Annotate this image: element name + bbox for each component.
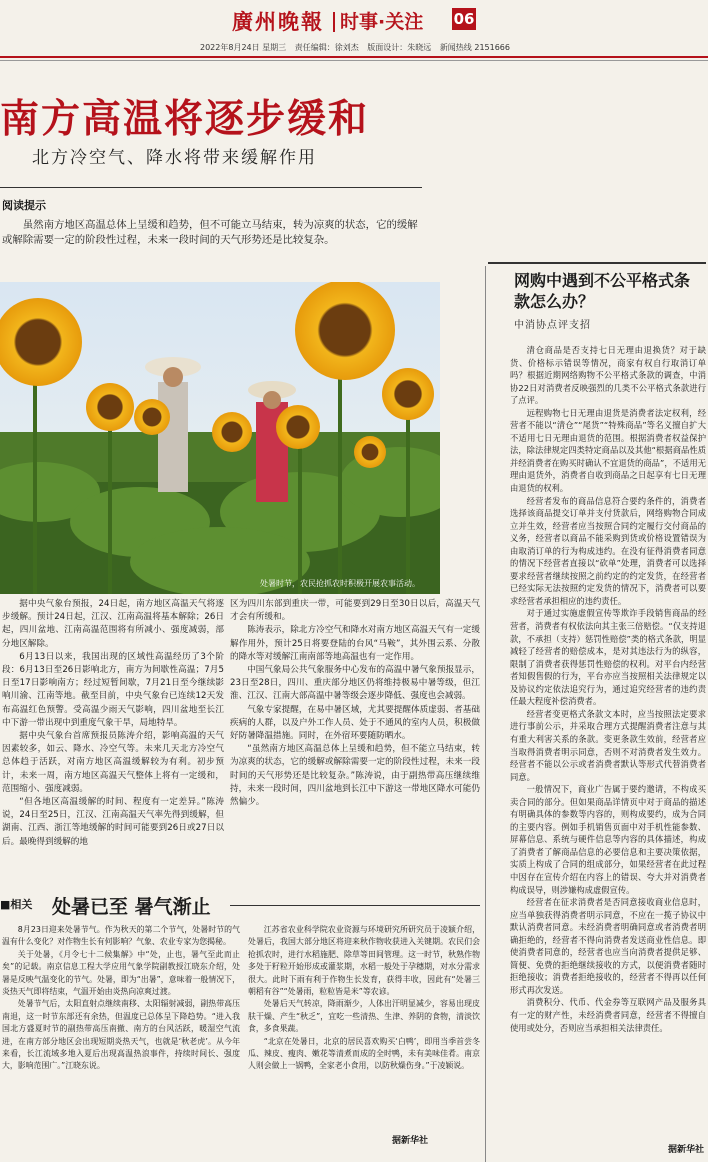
sub-headline: 北方冷空气、降水将带来缓解作用 [32,148,317,168]
related-paragraph: 8月23日迎来处暑节气。作为秋天的第二个节气，处暑时节的气温有什么变化？对作物生长有何影响？气象、农业专家为您揭秘。 [2,925,240,947]
related-paragraph: 处暑节气后，太阳直射点继续南移、太阳辐射减弱，副热带高压南退，这一时节东部还有余热，但温度已总体呈下降趋势。“进入我国北方盛夏时节的副热带高压南撤、南方的台风活跃，暖湿空气流进，在南方部分地区会出现短期炎热天气，也就是‘秋老虎’。从今年来看，长江流域多地入夏后出现高温热浪事件，持续时间长、强度大，影响范围广。”江晓东说。 [2,999,240,1071]
column-divider [485,266,486,1162]
related-column-1 [2,924,240,1073]
designer-credit: 版面设计：朱晓远 [367,43,432,52]
masthead-divider [333,12,335,32]
headline-rule [0,187,422,188]
masthead-rule [0,56,708,58]
related-paragraph: 江苏省农业科学院农业资源与环境研究所研究员于凌颖介绍，处暑后，我国大部分地区将迎来秋作物收获进入关键期。农民们会抢抓农时，进行水稻施肥、除草等田间管理。这一时节，秋熟作物多处于籽粒开始形成或灌浆期，水稻一般处于孕穗期，对水分需求很大。此时下雨有利于作物生长发育，获得丰收，因此有“处暑三朝稻有谷”“处暑雨，粒粒皆是米”等农谚。 [248,925,480,997]
related-rule [230,905,480,906]
newspaper-logo: 廣州晚報 [232,9,324,34]
related-column-2 [248,924,480,1073]
lead-label: 阅读提示 [2,199,46,212]
sidebar-paragraph: 对于通过实施虚假宣传等欺诈手段销售商品的经营者，消费者有权依法向其主张三倍赔偿。“仅支持退款，不承担（支持）惩罚性赔偿”类的格式条款，明显减轻了经营者的赔偿成本，是对其违法行为的纵容，限制了消费者获得惩罚性赔偿的权利。对平台内经营者知假售假的行为，平台亦应当按照相关法律规定以及协议约定依法追究行为，通过追究经营者的违约责任最大程度补偿消费者。 [510,608,706,707]
sidebar-paragraph: 经营者变更格式条款文本时，应当按照法定要求进行事前公示，并采取合理方式提醒消费者注意与其有重大利害关系的条款。变更条款生效前，经营者应当取得消费者明示同意，否则不对消费者发生效力。经营者不能以公示或者消费者默认等形式代替消费者同意。 [510,708,706,782]
sunflower-field-image [0,282,440,594]
article-paragraph: 中国气象局公共气象服务中心发布的高温中暑气象预报显示，23日至28日，四川、重庆部分地区仍将维持极易中暑等级，但江淮、江汉、江南大部高温中暑等级会逐步降低、强度也会减弱。 [230,665,480,702]
masthead-info [200,42,516,53]
sidebar-body [510,344,706,1034]
sidebar-paragraph: 消费积分、代币、代金券等互联网产品及服务具有一定的财产性，未经消费者同意，经营者不得擅自使用或处分，否则应当承担相关法律责任。 [510,997,706,1033]
related-paragraph: 关于处暑，《月令七十二候集解》中“处，止也，暑气至此而止矣”的记载。南京信息工程大学应用气象学院副教授江晓东介绍，处暑是反映气温变化的节气。处暑，即为“出暑”，意味着一般情况下，炎热天气即将结束，气温开始由炎热向凉爽过渡。 [2,949,240,997]
section-title: 时事·关注 [340,11,424,33]
related-title: 处暑已至 暑气渐止 [52,896,211,918]
news-hotline: 新闻热线 2151666 [439,43,510,52]
article-paragraph: 陈涛表示，除北方冷空气和降水对南方地区高温天气有一定缓解作用外，预计25日将要登陆的台风“马鞍”，其外围云系、分散的降水等对缓解江南南部等地高温也有一定作用。 [230,625,480,662]
article-paragraph: “但各地区高温缓解的时间、程度有一定差异。”陈涛说，24日至25日，江汉、江南高温天气率先得到缓解，但湖南、江西、浙江等地缓解的时间可能要到26日或27日以后。最晚得到缓解的地 [2,797,224,847]
related-paragraph: 处暑后天气转凉，降雨渐少，人体出汗明显减少，容易出现皮肤干燥、产生“秋乏”，宜吃一些清热、生津、养阴的食物，清淡饮食，多食果蔬。 [248,999,480,1034]
photo-caption: 处暑时节，农民抢抓农时积极开展农事活动。 [260,579,420,588]
article-column-1 [2,598,224,849]
sidebar-paragraph: 经营者在征求消费者是否同意接收商业信息时，应当单独获得消费者明示同意，不应在一揽子协议中默认消费者同意。未经消费者明确同意或者消费者明确拒绝的，经营者不得向消费者发送商业性信息。即使消费者同意的，经营者也应当向消费者提供足够、简便、免费的拒绝继续接收的方式，以便消费者随时拒绝接收；消费者拒绝接收的，经营者不得再以任何形式再次发送。 [510,897,706,995]
article-paragraph: 气象专家提醒，在易中暑区域，尤其要提醒体质虚弱、者基础疾病的人群，以及户外工作人员、处于不通风的室内人员，积极做好防暑降温措施。同时，在外宿环要随防晒水。 [230,704,480,742]
sidebar-paragraph: 经营者发布的商品信息符合要约条件的，消费者选择该商品提交订单并支付货款后，网络购物合同成立并生效，经营者应当按照合同约定履行交付商品的义务，经营者以商品不能采购到货或价格设置错误为由取消订单的行为构成违约。在没有征得消费者同意的情况下经营者直接以“砍单”处理，消费者可以选择要求经营者继续按照之前约定的约定发货，在经营者已经实际无法按照约定发货的情况下，消费者可以要求经营者承担相应的违约责任。 [510,495,706,606]
editor-credit: 责任编辑：徐刘杰 [294,43,359,52]
article-paragraph: 6月13日以来，我国出现的区域性高温经历了3个阶段：6月13日至26日影响北方，南方为间歇性高温；7月5日至17日影响南方；经过短暂间歇，7月21日至今继续影响川渝、江南等地。截至目前，中央气象台已连续12天发布高温红色预警。受高温少雨天气影响，四川盆地至长江中下游一带出现中到重度气象干旱，局地特旱。 [2,651,224,728]
sidebar-title: 网购中遇到不公平格式条款怎么办？ [514,271,691,311]
article-paragraph: “虽然南方地区高温总体上呈缓和趋势，但不能立马结束，转为凉爽的状态，它的缓解或解除需要一定的阶段性过程，未来一段时间的天气形势还是比较复杂。”陈涛说，由于副热带高压继续维持，未来一段时间，四川盆地到长江中下游这一带地区降水可能仍然偏少。 [230,744,480,808]
article-paragraph: 据中央气象台预报，24日起，南方地区高温天气将逐步缓解。预计24日起，江汉、江南高温将基本解除；26日起，四川盆地、江南高温范围将有所减小、强度减弱，部分地区解除。 [2,599,224,649]
sidebar-paragraph: 清仓商品是否支持七日无理由退换货？对于缺货、价格标示错误等情况，商家有权自行取消订单吗？根据近期网络购物不公平格式条款的调查，中消协22日对消费者反映强烈的几类不公平格式条款进行了点评。 [510,345,706,406]
lead-text: 虽然南方地区高温总体上呈缓和趋势，但不可能立马结束，转为凉爽的状态，它的缓解或解除需要一定的阶段性过程，未来一段时间的天气形势还是比较复杂。 [2,219,418,246]
related-paragraph: “北京在处暑日，北京的居民喜欢购买‘白鸭’，即用当季首尝冬瓜、辣皮、瘦肉、嫩花等清煮而成的全时鸭，未有美味佳肴。南京人则会做上一锅鸭，全家老小食用，以防秋燥伤身。”于凌颖说。 [248,1036,480,1071]
related-tag: ■相关 [0,898,33,911]
issue-date: 2022年8月24日 星期三 [200,43,287,52]
masthead-rule-thin [0,60,708,61]
sidebar-paragraph: 一般情况下，商业广告属于要约邀请，不构成买卖合同的部分。但如果商品详情页中对于商品的描述有明确具体的参数等内容的，则构成要约，成为合同的主要内容。例如手机销售页面中对手机性能参数、屏幕信息、系统与硬件信息等内容的具体描述，构成了消费者了解商品信息的必要信息和主要决策依据，实质上构成了合同的组成部分，如果经营者在此过程中因存在宣传介绍在内容上的错误、夸大并对消费者构成误导，则涉嫌构成虚假宣传。 [510,784,706,895]
page-number-badge: 06 [453,10,475,28]
sidebar-paragraph: 远程购物七日无理由退货是消费者法定权利，经营者不能以“清仓”“尾货”“特殊商品”等名义擅自扩大不适用七日无理由退货的范围。根据消费者权益保护法，除法律规定四类特定商品以及其他“根据商品性质并经消费者在购买时确认不宜退货的商品”，不适用无理由退货外，消费者自收到商品之日起享有七日无理由退货的权利。 [510,407,706,494]
related-signature: 据新华社 [392,1136,429,1146]
article-paragraph: 据中央气象台首席预报员陈涛介绍，影响高温的天气因素较多，如云、降水、冷空气等。未来几天北方冷空气总体趋于活跃，对南方地区高温缓解较为有利。初步预计，未来一周，南方地区高温天气整体上将有一定缓和，范围缩小、强度减弱。 [2,731,224,794]
sidebar-signature: 据新华社 [668,1145,705,1155]
sidebar-subtitle: 中消协点评支招 [514,320,591,331]
main-headline: 南方高温将逐步缓和 [0,97,370,142]
article-paragraph: 区为四川东部到重庆一带，可能要到29日至30日以后，高温天气才会有所缓和。 [230,599,480,623]
article-column-2 [230,598,480,809]
sidebar-top-rule [488,262,706,264]
sunflower-photo [0,282,440,594]
